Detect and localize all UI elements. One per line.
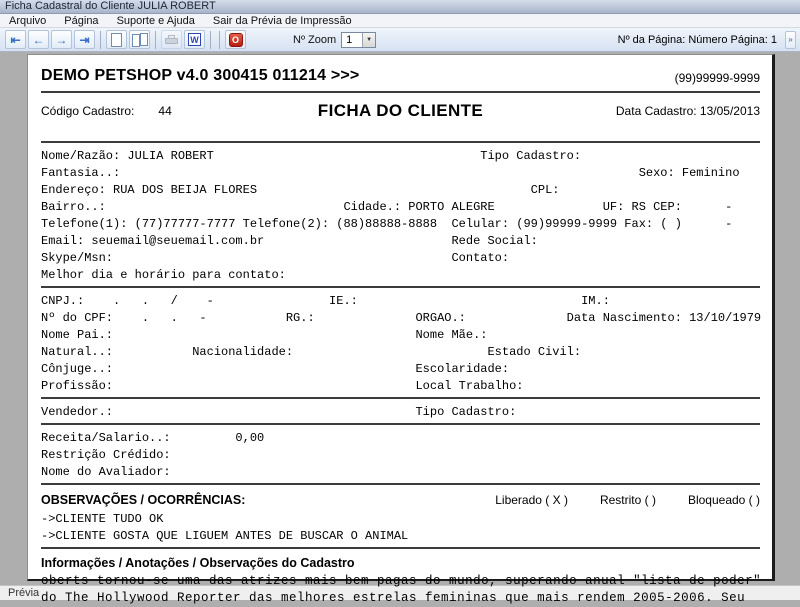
- menu-sair-da-previa[interactable]: Sair da Prévia de Impressão: [212, 14, 352, 27]
- toolbar-overflow-button[interactable]: »: [785, 31, 796, 49]
- report-title: FICHA DO CLIENTE: [317, 101, 484, 120]
- report-line: Profissão: Local Trabalho:: [41, 379, 524, 393]
- report-line: Natural..: Nacionalidade: Estado Civil:: [41, 345, 582, 359]
- report-line: Melhor dia e horário para contato:: [41, 268, 286, 282]
- print-button[interactable]: [161, 30, 182, 49]
- previous-page-button[interactable]: [28, 30, 49, 49]
- report-line: Endereço: RUA DOS BEIJA FLORES CPL:: [41, 183, 560, 197]
- window-titlebar: [0, 0, 800, 14]
- report-line: Restrição Crédido:: [41, 448, 171, 462]
- two-page-view-button[interactable]: [129, 30, 150, 49]
- report-line: Vendedor.: Tipo Cadastro:: [41, 405, 517, 419]
- divider: [41, 141, 760, 143]
- zoom-value: 1: [346, 33, 353, 46]
- page-number-info: Nº da Página: Número Página: 1: [617, 33, 777, 46]
- code-cadastro: Código Cadastro: 44: [41, 104, 172, 118]
- report-line: ->CLIENTE TUDO OK: [41, 512, 164, 526]
- report-title-row: [41, 101, 760, 121]
- printer-icon: [165, 35, 178, 45]
- report-line: Nº do CPF: . . - RG.: ORGAO.: Data Nascimento: 13/10/1979: [41, 311, 762, 325]
- status-bloqueado: Bloqueado ( ): [687, 492, 760, 507]
- info-section-title: Informações / Anotações / Observações do Cadastro: [41, 556, 355, 570]
- report-line: Bairro..: Cidade.: PORTO ALEGRE UF: RS CEP: -: [41, 200, 733, 214]
- menu-suporte-e-ajuda[interactable]: Suporte e Ajuda: [116, 14, 195, 27]
- company-phone: (99)99999-9999: [674, 71, 760, 85]
- toolbar-separator: [210, 31, 211, 49]
- company-title: DEMO PETSHOP v4.0 300415 011214 >>>: [41, 67, 360, 84]
- code-cadastro-value: 44: [158, 104, 172, 118]
- close-preview-button[interactable]: [225, 30, 246, 49]
- report-line: oberts tornou-se uma das atrizes mais bem pagas do mundo, superando anual "lista de poder": [41, 574, 762, 588]
- report-line: Telefone(1): (77)77777-7777 Telefone(2): (88)88888-8888 Celular: (99)99999-9999 Fax: ( ) -: [41, 217, 733, 231]
- word-icon: W: [188, 33, 201, 46]
- divider: [41, 286, 760, 288]
- exit-icon: O: [229, 33, 243, 47]
- finance-section: [41, 430, 760, 481]
- contact-section: [41, 148, 760, 284]
- observations-label: OBSERVAÇÕES / OCORRÊNCIAS:: [41, 492, 246, 507]
- menu-bar: [0, 14, 800, 28]
- report-line: Fantasia..: Sexo: Feminino: [41, 166, 740, 180]
- divider: [41, 397, 760, 399]
- chevron-down-icon[interactable]: ▼: [362, 33, 375, 47]
- single-page-icon: [111, 33, 122, 47]
- previous-page-icon: ←: [32, 32, 45, 47]
- report-line: ->CLIENTE GOSTA QUE LIGUEM ANTES DE BUSCAR O ANIMAL: [41, 529, 409, 543]
- menu-pagina[interactable]: Página: [64, 14, 99, 27]
- report-line: Email: seuemail@seuemail.com.br Rede Social:: [41, 234, 538, 248]
- report-line: Skype/Msn: Contato:: [41, 251, 510, 265]
- data-cadastro: Data Cadastro: 13/05/2013: [615, 104, 760, 118]
- toolbar: [0, 28, 800, 52]
- two-page-icon: [132, 33, 148, 47]
- report-line: Receita/Salario..: 0,00: [41, 431, 265, 445]
- menu-arquivo[interactable]: Arquivo: [9, 14, 47, 27]
- info-lines: [41, 573, 760, 607]
- window-title: Ficha Cadastral do Cliente JULIA ROBERT: [5, 0, 216, 12]
- status-restrito: Restrito ( ): [599, 492, 656, 507]
- divider: [41, 91, 760, 93]
- export-word-button[interactable]: [184, 30, 205, 49]
- toolbar-separator: [100, 31, 101, 49]
- report-line: Nome Pai.: Nome Mãe.:: [41, 328, 488, 342]
- report-line: Nome/Razão: JULIA ROBERT Tipo Cadastro:: [41, 149, 582, 163]
- documents-section: [41, 293, 760, 395]
- report-line: CNPJ.: . . / - IE.: IM.:: [41, 294, 610, 308]
- single-page-view-button[interactable]: [106, 30, 127, 49]
- observations-header: [41, 490, 760, 509]
- first-page-button[interactable]: [5, 30, 26, 49]
- observations-lines: [41, 511, 760, 545]
- next-page-button[interactable]: [51, 30, 72, 49]
- status-liberado: Liberado ( X ): [495, 492, 568, 507]
- zoom-combobox[interactable]: [341, 32, 376, 48]
- divider: [41, 423, 760, 425]
- last-page-icon: ⇥: [79, 32, 90, 47]
- report-line: Cônjuge..: Escolaridade:: [41, 362, 510, 376]
- toolbar-separator: [155, 31, 156, 49]
- zoom-label: Nº Zoom: [293, 33, 337, 46]
- vendor-section: [41, 404, 760, 421]
- next-page-icon: →: [55, 32, 68, 47]
- report-line: do The Hollywood Reporter das melhores estrelas femininas que mais rendem 2005-2006. Seu: [41, 591, 746, 605]
- report-line: Nome do Avaliador:: [41, 465, 171, 479]
- status-text: Prévia: [8, 587, 40, 599]
- report-header: [41, 67, 760, 85]
- divider: [41, 547, 760, 549]
- divider: [41, 483, 760, 485]
- last-page-button[interactable]: [74, 30, 95, 49]
- report-page: [27, 54, 775, 605]
- first-page-icon: ⇤: [10, 32, 21, 47]
- toolbar-separator: [219, 31, 220, 49]
